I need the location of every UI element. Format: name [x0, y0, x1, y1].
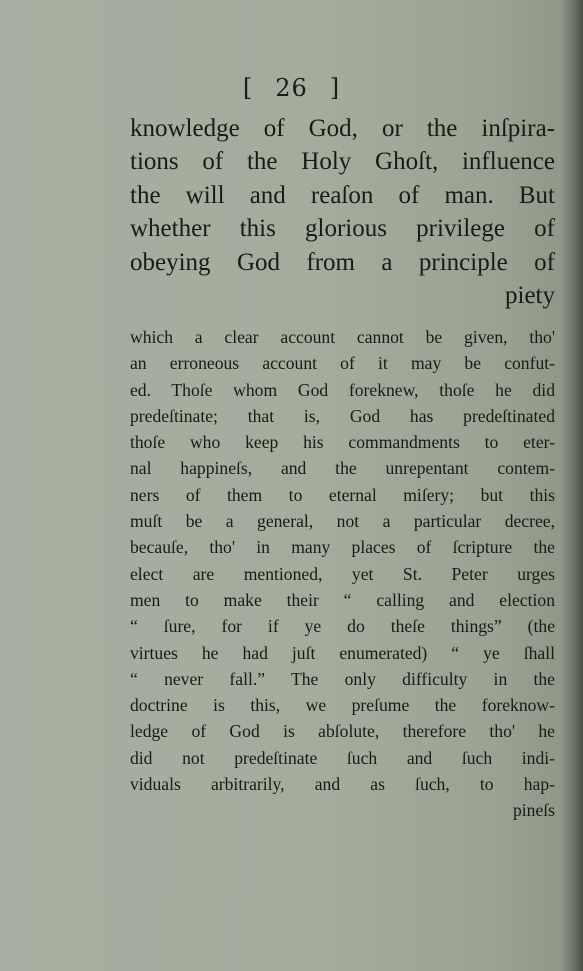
- footnote-line: “ ſure, for if ye do theſe things” (the: [130, 616, 555, 637]
- footnote-text: [130, 324, 555, 824]
- footnote-line: ners of them to eternal miſery; but this: [130, 484, 555, 505]
- footnote-line: becauſe, tho' in many places of ſcripture the: [130, 537, 555, 558]
- main-text-line: the will and reaſon of man. But: [130, 181, 555, 209]
- page-edge-shadow: [561, 0, 583, 971]
- main-text: [130, 112, 555, 312]
- footnote-catchword: pineſs: [512, 800, 555, 821]
- footnote-line: viduals arbitrarily, and as ſuch, to hap-: [130, 774, 555, 795]
- page-number: 26: [275, 74, 308, 102]
- footnote-line: men to make their “ calling and election: [130, 589, 555, 610]
- footnote-line: ledge of God is abſolute, therefore tho' he: [130, 721, 555, 742]
- footnote-line: did not predeſtinate ſuch and ſuch indi-: [130, 747, 555, 768]
- catchword: piety: [505, 282, 555, 310]
- footnote-line: an erroneous account of it may be confut-: [130, 353, 555, 374]
- main-text-line: whether this glorious privilege of: [130, 215, 555, 243]
- footnote-line: which a clear account cannot be given, tho': [130, 327, 555, 347]
- footnote-line: doctrine is this, we preſume the foreknow-: [130, 695, 555, 716]
- main-text-line: tions of the Holy Ghoſt, influence: [130, 148, 555, 176]
- open-bracket: [: [242, 74, 254, 102]
- footnote-line: virtues he had juſt enumerated) “ ye ſhall: [130, 642, 555, 663]
- page-header: [0, 74, 583, 102]
- footnote-line: elect are mentioned, yet St. Peter urges: [130, 563, 555, 584]
- footnote-line: nal happineſs, and the unrepentant contem-: [130, 458, 555, 479]
- close-bracket: ]: [329, 74, 341, 102]
- main-text-line: knowledge of God, or the inſpira-: [130, 115, 555, 142]
- footnote-line: ed. Thoſe whom God foreknew, thoſe he did: [130, 379, 555, 400]
- footnote-line: thoſe who keep his commandments to eter-: [130, 432, 555, 453]
- footnote-line: predeſtinate; that is, God has predeſtinated: [130, 405, 555, 426]
- main-text-line: obeying God from a principle of: [130, 248, 555, 276]
- footnote-line: muſt be a general, not a particular decree,: [130, 511, 555, 532]
- footnote-line: “ never fall.” The only difficulty in the: [130, 668, 555, 689]
